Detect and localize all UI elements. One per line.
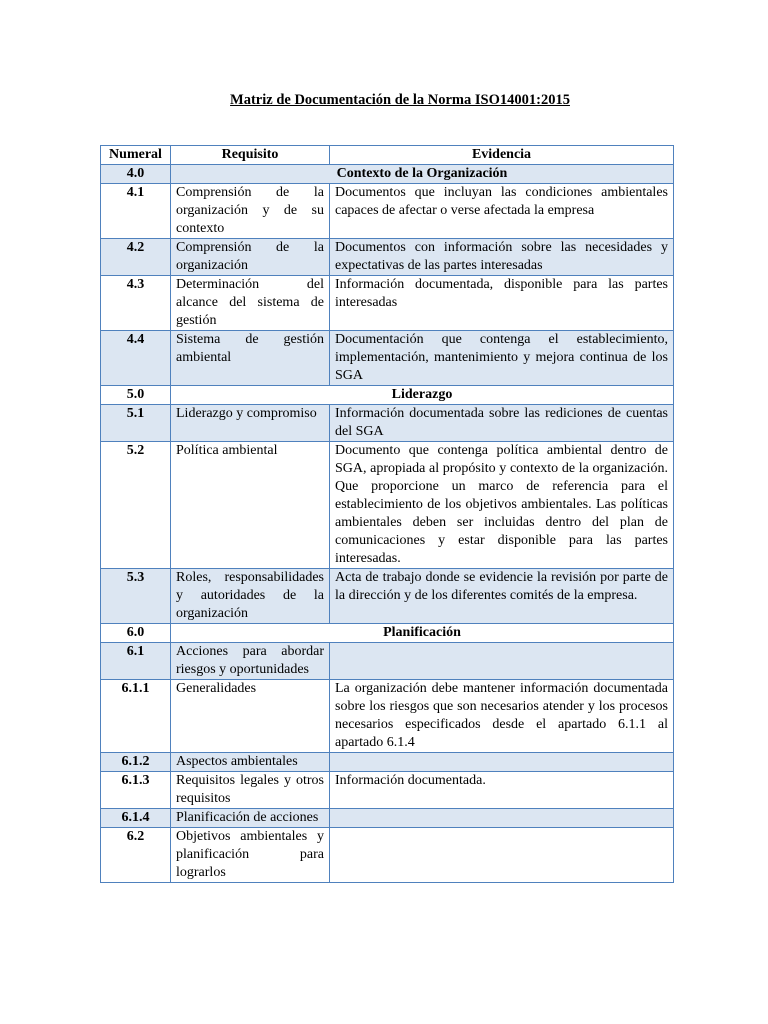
table-row bbox=[101, 569, 674, 624]
row-numeral: 5.2 bbox=[101, 442, 171, 569]
row-numeral: 6.1.1 bbox=[101, 680, 171, 753]
row-numeral: 6.2 bbox=[101, 828, 171, 883]
section-row bbox=[101, 386, 674, 405]
table-body bbox=[101, 165, 674, 883]
row-requisito: Comprensión de la organización y de su contexto bbox=[171, 184, 330, 239]
row-requisito: Aspectos ambientales bbox=[171, 753, 330, 772]
section-title: Planificación bbox=[171, 624, 674, 643]
row-evidencia bbox=[330, 809, 674, 828]
row-numeral: 5.3 bbox=[101, 569, 171, 624]
section-title: Liderazgo bbox=[171, 386, 674, 405]
row-evidencia: La organización debe mantener información documentada sobre los riesgos que son necesarios atender y los procesos necesarios especificados desde el apartado 6.1.1 al apartado 6.1.4 bbox=[330, 680, 674, 753]
row-requisito: Roles, responsabilidades y autoridades de la organización bbox=[171, 569, 330, 624]
row-evidencia: Documentación que contenga el establecimiento, implementación, mantenimiento y mejora continua de los SGA bbox=[330, 331, 674, 386]
row-requisito: Liderazgo y compromiso bbox=[171, 405, 330, 442]
table-header-row bbox=[101, 146, 674, 165]
table-row bbox=[101, 239, 674, 276]
row-evidencia bbox=[330, 828, 674, 883]
row-requisito: Comprensión de la organización bbox=[171, 239, 330, 276]
row-evidencia: Documentos que incluyan las condiciones ambientales capaces de afectar o verse afectada la empresa bbox=[330, 184, 674, 239]
row-evidencia: Información documentada, disponible para las partes interesadas bbox=[330, 276, 674, 331]
section-row bbox=[101, 624, 674, 643]
table-row bbox=[101, 643, 674, 680]
section-number: 5.0 bbox=[101, 386, 171, 405]
row-requisito: Requisitos legales y otros requisitos bbox=[171, 772, 330, 809]
row-requisito: Acciones para abordar riesgos y oportunidades bbox=[171, 643, 330, 680]
table-row bbox=[101, 405, 674, 442]
section-number: 6.0 bbox=[101, 624, 171, 643]
row-evidencia bbox=[330, 643, 674, 680]
header-evidencia: Evidencia bbox=[330, 146, 674, 165]
table-row bbox=[101, 828, 674, 883]
row-evidencia: Información documentada. bbox=[330, 772, 674, 809]
row-evidencia: Acta de trabajo donde se evidencie la revisión por parte de la dirección y de los diferentes comités de la empresa. bbox=[330, 569, 674, 624]
table-row bbox=[101, 331, 674, 386]
row-requisito: Planificación de acciones bbox=[171, 809, 330, 828]
section-row bbox=[101, 165, 674, 184]
row-requisito: Política ambiental bbox=[171, 442, 330, 569]
row-numeral: 6.1.4 bbox=[101, 809, 171, 828]
table-row bbox=[101, 184, 674, 239]
header-requisito: Requisito bbox=[171, 146, 330, 165]
table-row bbox=[101, 772, 674, 809]
row-requisito: Determinación del alcance del sistema de gestión bbox=[171, 276, 330, 331]
row-evidencia: Documento que contenga política ambiental dentro de SGA, apropiada al propósito y contexto de la organización. Que proporcione un marco de referencia para el establecimiento de los objetivos ambientales. Las políticas ambientales deben ser incluidas dentro del plan de comunicaciones y estar disponible para las partes interesadas. bbox=[330, 442, 674, 569]
row-numeral: 6.1 bbox=[101, 643, 171, 680]
row-evidencia: Información documentada sobre las rediciones de cuentas del SGA bbox=[330, 405, 674, 442]
table-row bbox=[101, 442, 674, 569]
documentation-matrix-table bbox=[100, 145, 674, 883]
row-numeral: 6.1.3 bbox=[101, 772, 171, 809]
row-numeral: 5.1 bbox=[101, 405, 171, 442]
row-numeral: 6.1.2 bbox=[101, 753, 171, 772]
table-row bbox=[101, 809, 674, 828]
row-evidencia bbox=[330, 753, 674, 772]
row-requisito: Generalidades bbox=[171, 680, 330, 753]
row-evidencia: Documentos con información sobre las necesidades y expectativas de las partes interesadas bbox=[330, 239, 674, 276]
row-requisito: Sistema de gestión ambiental bbox=[171, 331, 330, 386]
row-numeral: 4.1 bbox=[101, 184, 171, 239]
table-row bbox=[101, 680, 674, 753]
section-number: 4.0 bbox=[101, 165, 171, 184]
section-title: Contexto de la Organización bbox=[171, 165, 674, 184]
header-numeral: Numeral bbox=[101, 146, 171, 165]
row-numeral: 4.3 bbox=[101, 276, 171, 331]
table-row bbox=[101, 753, 674, 772]
table-row bbox=[101, 276, 674, 331]
row-numeral: 4.4 bbox=[101, 331, 171, 386]
row-numeral: 4.2 bbox=[101, 239, 171, 276]
row-requisito: Objetivos ambientales y planificación para lograrlos bbox=[171, 828, 330, 883]
document-title: Matriz de Documentación de la Norma ISO14001:2015 bbox=[230, 92, 570, 108]
